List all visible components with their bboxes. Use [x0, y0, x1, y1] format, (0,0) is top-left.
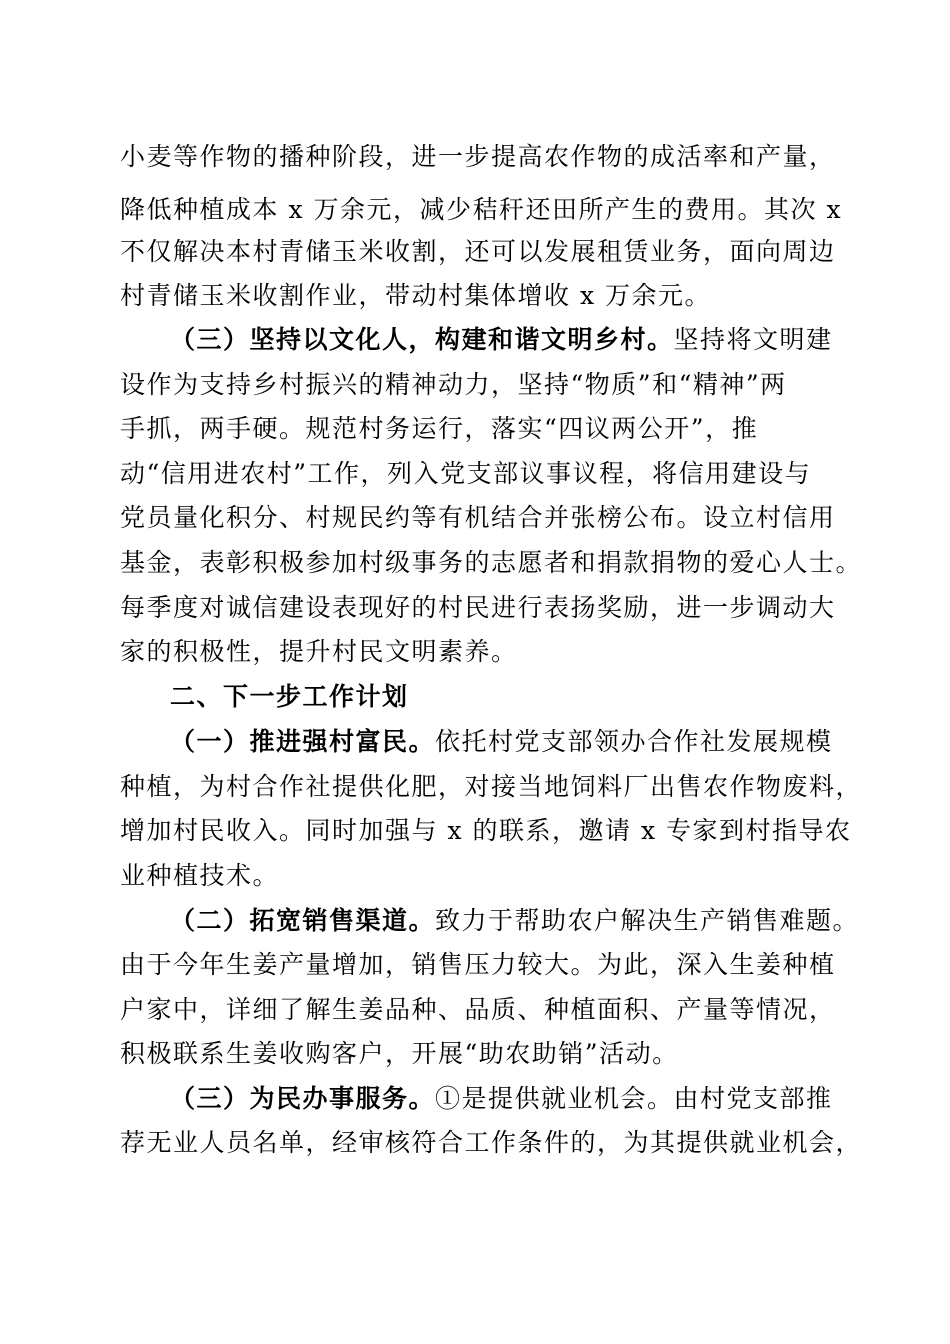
- p4-heading: （二）拓宽销售渠道。: [170, 906, 436, 935]
- p5-line-1-rest: ①是提供就业机会。由村党支部推: [435, 1084, 833, 1113]
- p2-heading: （三）坚持以文化人，构建和谐文明乡村。: [170, 325, 674, 354]
- p1-line-3: 不仅解决本村青储玉米收割，还可以发展租赁业务，面向周边: [120, 237, 836, 266]
- p4-line-2: 由于今年生姜产量增加，销售压力较大。为此，深入生姜种植: [120, 950, 836, 979]
- p2-line-3: 手抓，两手硬。规范村务运行，落实“四议两公开”，推: [120, 414, 759, 443]
- p3-line-2: 种植，为村合作社提供化肥，对接当地饲料厂出售农作物废料，: [120, 772, 863, 801]
- p2-line-4: 动“信用进农村”工作，列入党支部议事议程，将信用建设与: [120, 459, 812, 488]
- p5-line-2: 荐无业人员名单，经审核符合工作条件的，为其提供就业机会，: [120, 1128, 863, 1157]
- p2-line-1-rest: 坚持将文明建: [673, 325, 833, 354]
- p2-line-2: 设作为支持乡村振兴的精神动力，坚持“物质”和“精神”两: [120, 370, 787, 399]
- p4-line-3: 户家中，详细了解生姜品种、品质、种植面积、产量等情况，: [120, 995, 836, 1024]
- p2-line-6: 基金，表彰积极参加村级事务的志愿者和捐款捐物的爱心人士。: [120, 548, 863, 577]
- p2-line-5: 党员量化积分、村规民约等有机结合并张榜公布。设立村信用: [120, 503, 836, 532]
- p4-line-4: 积极联系生姜收购客户，开展“助农助销”活动。: [120, 1039, 679, 1068]
- p3-line-3: 增加村民收入。同时加强与 x 的联系，邀请 x 专家到村指导农: [120, 816, 852, 845]
- p2-line-7: 每季度对诚信建设表现好的村民进行表扬奖励，进一步调动大: [120, 593, 836, 622]
- p4-line-1: [170, 904, 900, 938]
- p1-line-2: 降低种植成本 x 万余元，减少秸秆还田所产生的费用。其次 x: [120, 195, 843, 224]
- p2-line-8: 家的积极性，提升村民文明素养。: [120, 637, 518, 666]
- p4-line-1-rest: 致力于帮助农户解决生产销售难题。: [435, 906, 860, 935]
- p1-line-4: 村青储玉米收割作业，带动村集体增收 x 万余元。: [120, 281, 711, 310]
- p3-line-4: 业种植技术。: [120, 861, 280, 890]
- p3-heading: （一）推进强村富民。: [170, 727, 436, 756]
- p5-heading: （三）为民办事服务。: [170, 1084, 436, 1113]
- p5-line-1: [170, 1082, 900, 1116]
- p3-line-1-rest: 依托村党支部领办合作社发展规模: [435, 727, 833, 756]
- section-2-title: 二、下一步工作计划: [170, 682, 409, 711]
- p2-line-1: [170, 323, 900, 357]
- p1-line-1: 小麦等作物的播种阶段，进一步提高农作物的成活率和产量，: [120, 142, 836, 171]
- p3-line-1: [170, 725, 900, 759]
